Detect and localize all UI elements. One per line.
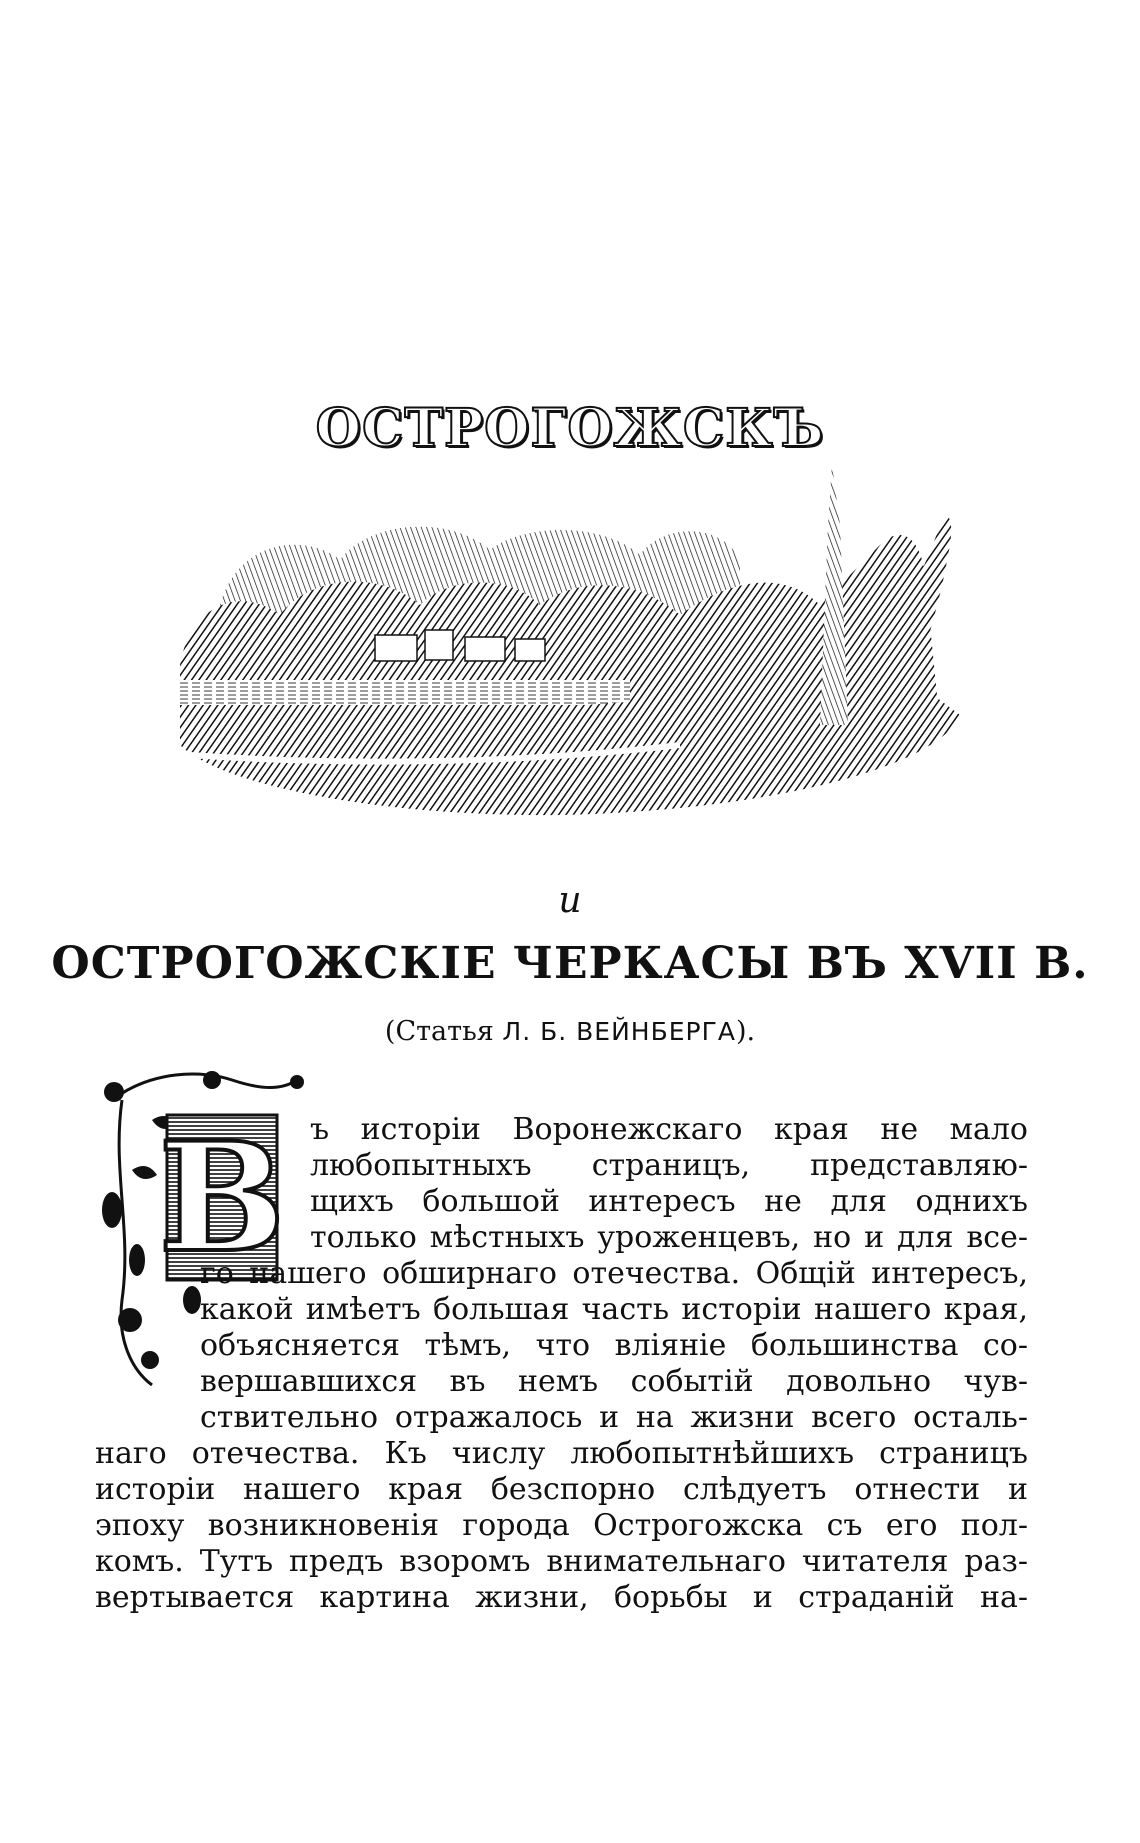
text-line: любопытныхъ страницъ, представляю- (310, 1148, 1028, 1183)
text-line: комъ. Тутъ предъ взоромъ внимательнаго читателя раз- (95, 1544, 1028, 1579)
text-line: вершавшихся въ немъ событій довольно чув- (200, 1364, 1028, 1399)
text-line: вертывается картина жизни, борьбы и страданій на- (95, 1580, 1028, 1615)
text-line: эпоху возникновенія города Острогожска съ его пол- (95, 1508, 1028, 1543)
byline (0, 1016, 1140, 1047)
text-line: исторіи нашего края безспорно слѣдуетъ отнести и (95, 1472, 1028, 1507)
byline-author: Л. Б. ВЕЙНБЕРГА (502, 1017, 736, 1046)
text-line: только мѣстныхъ уроженцевъ, но и для все- (310, 1220, 1028, 1255)
landscape-engraving (180, 465, 960, 835)
text-line: ствительно отражалось и на жизни всего осталь- (200, 1400, 1028, 1435)
text-line: наго отечества. Къ числу любопытнѣйшихъ страницъ (95, 1436, 1028, 1471)
text-line: какой имѣетъ большая часть исторіи нашего края, (200, 1292, 1028, 1327)
text-line: щихъ большой интересъ не для однихъ (310, 1184, 1028, 1219)
ornate-title: ОСТРОГОЖСКЪ (315, 398, 825, 459)
byline-prefix: (Статья (384, 1016, 494, 1047)
article-title: ОСТРОГОЖСКІЕ ЧЕРКАСЫ ВЪ XVII В. (51, 938, 1089, 989)
text-line: ъ исторіи Воронежскаго края не мало (310, 1112, 1028, 1147)
text-line: го нашего обширнаго отечества. Общій интересъ, (200, 1256, 1028, 1291)
conjunction: и (558, 880, 582, 921)
byline-suffix: ). (735, 1016, 756, 1047)
text-line: объясняется тѣмъ, что вліяніе большинства со- (200, 1328, 1028, 1363)
dropcap-letter: В (158, 1110, 286, 1286)
